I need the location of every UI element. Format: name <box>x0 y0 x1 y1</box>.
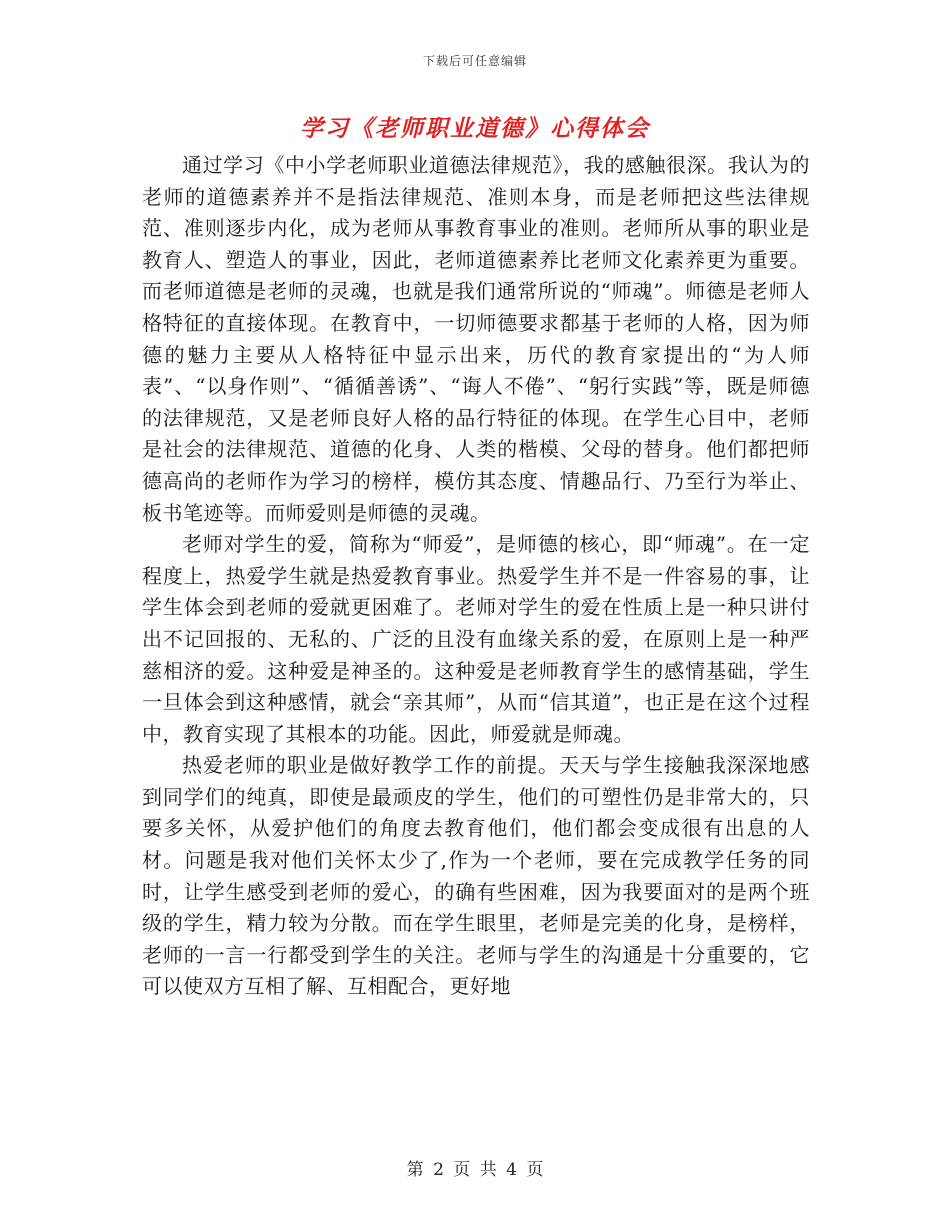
page-header-note: 下载后可任意编辑 <box>422 54 527 68</box>
document-body <box>142 150 810 1003</box>
document-title: 学习《老师职业道德》心得体会 <box>300 115 650 142</box>
body-paragraph-1: 通过学习《中小学老师职业道德法律规范》，我的感触很深。我认为的老师的道德素养并不是指法律规范、准则本身，而是老师把这些法律规范、准则逐步内化，成为老师从事教育事业的准则。老师所从事的职业是教育人、塑造人的事业，因此，老师道德素养比老师文化素养更为重要。而老师道德是老师的灵魂，也就是我们通常所说的“师魂”。师德是老师人格特征的直接体现。在教育中，一切师德要求都基于老师的人格，因为师德的魅力主要从人格特征中显示出来，历代的教育家提出的“为人师表”、“以身作则”、“循循善诱”、“诲人不倦”、“躬行实践”等，既是师德的法律规范，又是老师良好人格的品行特征的体现。在学生心目中，老师是社会的法律规范、道德的化身、人类的楷模、父母的替身。他们都把师德高尚的老师作为学习的榜样，模仿其态度、情趣品行、乃至行为举止、板书笔迹等。而师爱则是师德的灵魂。 <box>142 153 810 525</box>
body-paragraph-3: 热爱老师的职业是做好教学工作的前提。天天与学生接触我深深地感到同学们的纯真，即使是最顽皮的学生，他们的可塑性仍是非常大的，只要多关怀，从爱护他们的角度去教育他们，他们都会变成很有出息的人材。问题是我对他们关怀太少了,作为一个老师，要在完成教学任务的同时，让学生感受到老师的爱心，的确有些困难，因为我要面对的是两个班级的学生，精力较为分散。而在学生眼里，老师是完美的化身，是榜样，老师的一言一行都受到学生的关注。老师与学生的沟通是十分重要的，它可以使双方互相了解、互相配合，更好地 <box>142 753 810 999</box>
body-paragraph-2: 老师对学生的爱，简称为“师爱”，是师德的核心，即“师魂”。在一定程度上，热爱学生就是热爱教育事业。热爱学生并不是一件容易的事，让学生体会到老师的爱就更困难了。老师对学生的爱在性质上是一种只讲付出不记回报的、无私的、广泛的且没有血缘关系的爱，在原则上是一种严慈相济的爱。这种爱是神圣的。这种爱是老师教育学生的感情基础，学生一旦体会到这种感情，就会“亲其师”，从而“信其道”，也正是在这个过程中，教育实现了其根本的功能。因此，师爱就是师魂。 <box>142 532 810 746</box>
page-number-footer: 第 2 页 共 4 页 <box>406 1160 544 1180</box>
